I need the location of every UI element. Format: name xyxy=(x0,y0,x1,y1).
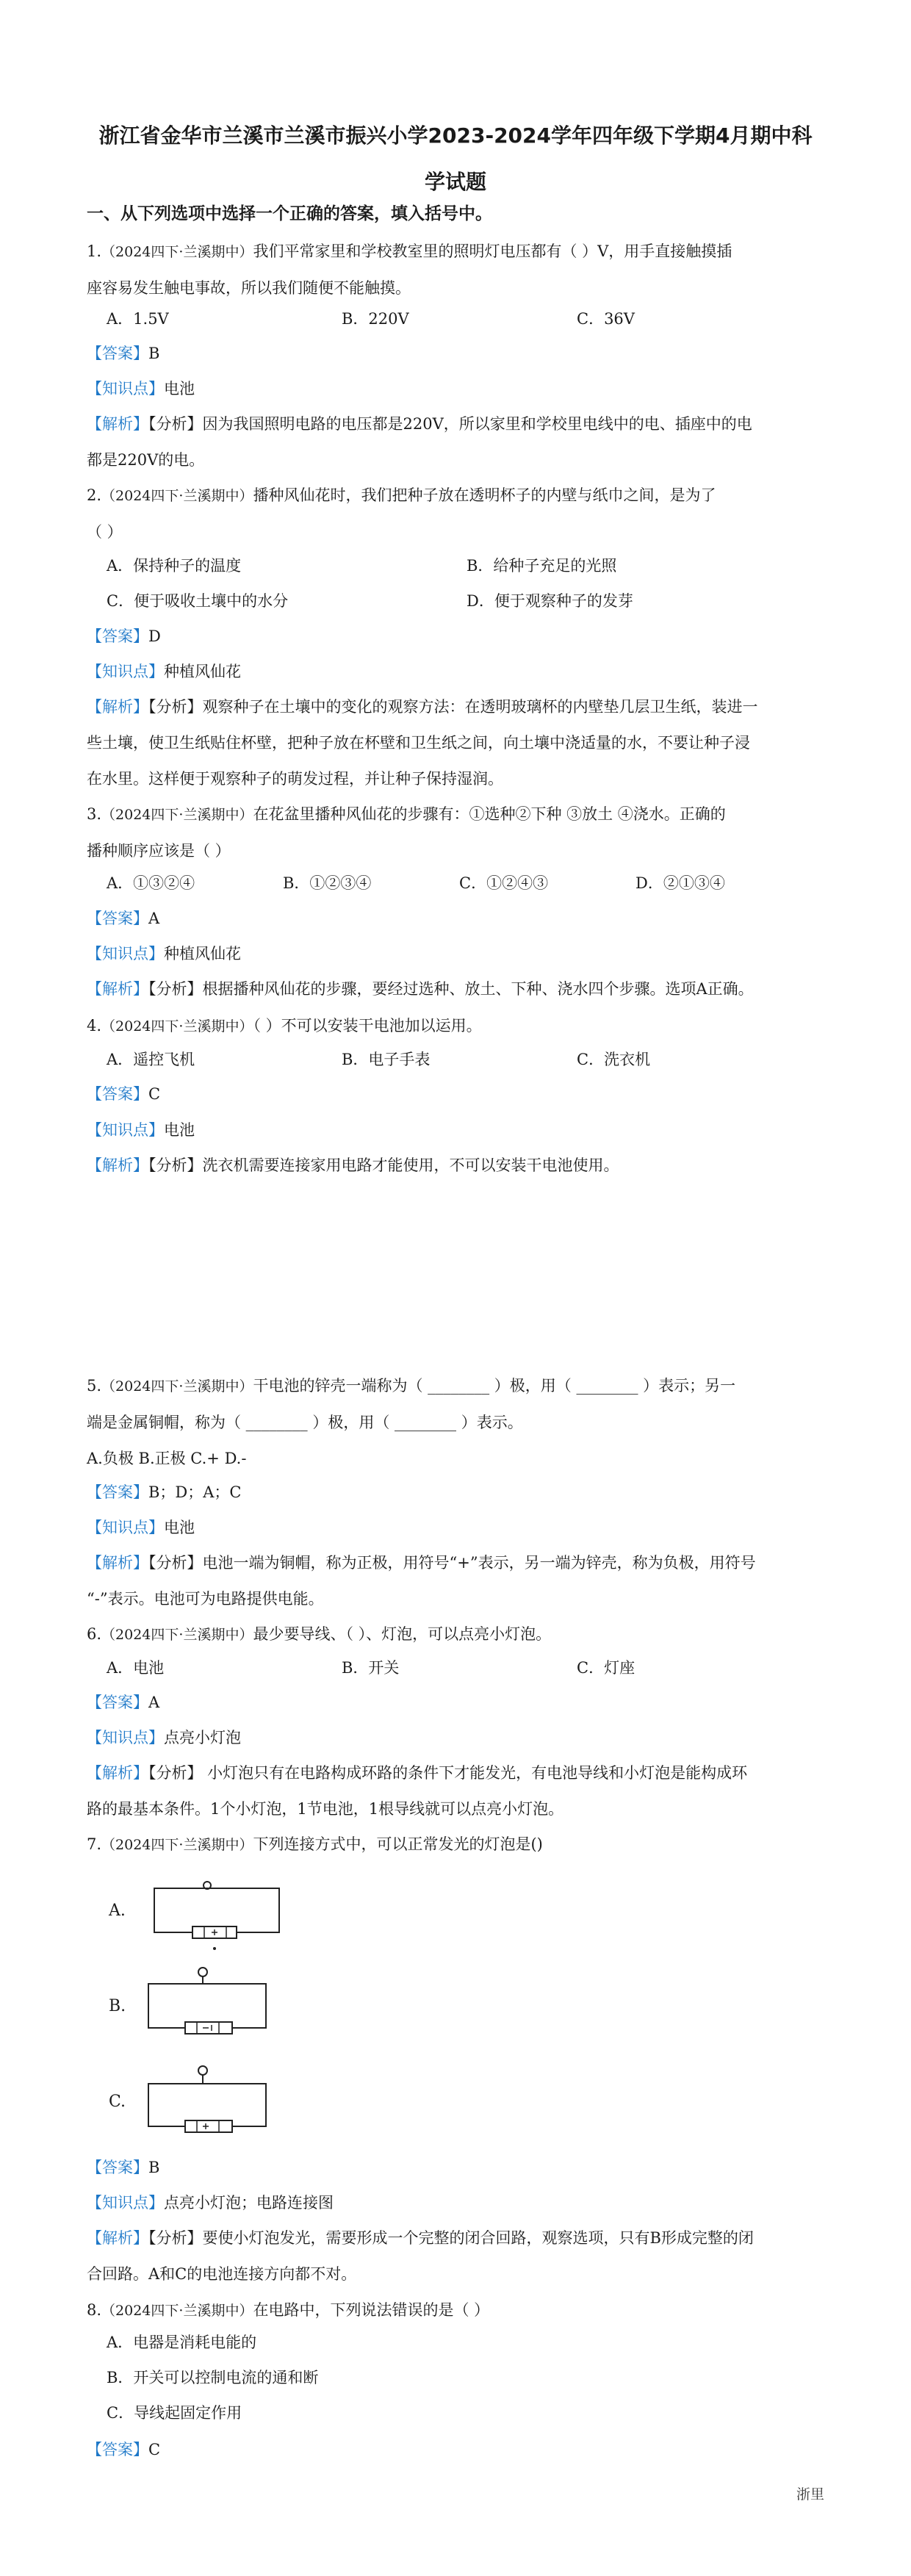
question-text: 我们平常家里和学校教室里的照明灯电压都有（ ）V，用手直接触摸插 xyxy=(253,242,732,260)
option-b: B．220V xyxy=(342,310,409,328)
analysis-text: 合回路。A和C的电池连接方向都不对。 xyxy=(87,2265,357,2283)
question-number: 3. xyxy=(87,805,102,823)
answer-line xyxy=(87,1475,829,1511)
analysis-text: 【分析】观察种子在土壤中的变化的观察方法：在透明玻璃杯的内壁垫几层卫生纸，装进一 xyxy=(148,698,758,716)
answer-value: A xyxy=(148,910,160,927)
answer-line xyxy=(87,619,829,655)
question-number: 4. xyxy=(87,1017,102,1035)
analysis-text: 【分析】因为我国照明电路的电压都是220V，所以家里和学校里电线中的电、插座中的电 xyxy=(148,415,752,433)
analysis-block xyxy=(87,1148,829,1184)
question-7 xyxy=(87,1827,829,1863)
knowledge-label: 【知识点】 xyxy=(87,1121,164,1139)
knowledge-line xyxy=(87,1510,829,1546)
option-a: A．保持种子的温度 xyxy=(107,557,242,575)
option-c: C．①②④③ xyxy=(459,874,549,892)
option-c: C．便于吸收土壤中的水分 xyxy=(107,592,289,610)
option-d: D．便于观察种子的发芽 xyxy=(467,592,633,610)
circuit-label-b: B. xyxy=(109,1997,126,2015)
analysis-text: 路的最基本条件。1个小灯泡，1节电池，1根导线就可以点亮小灯泡。 xyxy=(87,1800,564,1818)
answer-line xyxy=(87,901,829,937)
answer-label: 【答案】 xyxy=(87,2159,148,2176)
analysis-label: 【解析】 xyxy=(87,2229,148,2247)
question-number: 6. xyxy=(87,1625,102,1643)
option-a: A．1.5V xyxy=(107,310,169,328)
question-source: （2024四下·兰溪期中） xyxy=(101,1837,253,1853)
analysis-block xyxy=(87,971,829,1007)
question-3 xyxy=(87,796,829,869)
analysis-text: 些土壤，使卫生纸贴住杯壁，把种子放在杯壁和卫生纸之间，向土壤中浇适量的水，不要让种子浸 xyxy=(87,734,750,752)
analysis-label: 【解析】 xyxy=(87,1764,148,1782)
answer-value: B；D；A；C xyxy=(148,1483,242,1501)
answer-value: B xyxy=(148,2159,160,2176)
knowledge-line xyxy=(87,371,829,407)
knowledge-value: 种植风仙花 xyxy=(164,945,241,963)
knowledge-label: 【知识点】 xyxy=(87,945,164,963)
question-number: 1. xyxy=(87,242,102,260)
options-row xyxy=(107,1045,834,1074)
option-c: C．36V xyxy=(577,310,635,328)
question-1 xyxy=(87,234,829,306)
answer-line xyxy=(87,1076,829,1112)
question-text: （ ）不可以安装干电池加以运用。 xyxy=(253,1017,482,1035)
option-b: B．开关 xyxy=(342,1659,400,1677)
knowledge-label: 【知识点】 xyxy=(87,1729,164,1746)
question-source: （2024四下·兰溪期中） xyxy=(101,1378,253,1395)
answer-value: A xyxy=(148,1694,160,1711)
knowledge-line xyxy=(87,654,829,690)
answer-line xyxy=(87,1685,829,1721)
answer-label: 【答案】 xyxy=(87,1085,148,1103)
page-title-line-2: 学试题 xyxy=(424,170,486,194)
page-footer: 浙里 xyxy=(796,2486,825,2503)
question-8 xyxy=(87,2292,829,2329)
analysis-block xyxy=(87,406,829,478)
analysis-text: “-”表示。电池可为电路提供电能。 xyxy=(87,1590,324,1608)
knowledge-line xyxy=(87,1720,829,1756)
analysis-block xyxy=(87,1545,829,1617)
knowledge-label: 【知识点】 xyxy=(87,1519,164,1536)
question-number: 8. xyxy=(87,2301,102,2319)
question-number: 5. xyxy=(87,1377,102,1395)
question-4 xyxy=(87,1008,829,1045)
question-text: 在花盆里播种风仙花的步骤有：①选种②下种 ③放土 ④浇水。正确的 xyxy=(253,805,726,823)
analysis-text: 【分析】电池一端为铜帽，称为正极，用符号“+”表示，另一端为锌壳，称为负极，用符号 xyxy=(148,1554,756,1572)
option-a: A．遥控飞机 xyxy=(107,1051,195,1068)
knowledge-value: 电池 xyxy=(164,1519,195,1536)
analysis-text: 【分析】洗衣机需要连接家用电路才能使用，不可以安装干电池使用。 xyxy=(148,1156,619,1174)
option-b: B．给种子充足的光照 xyxy=(467,557,617,575)
question-source: （2024四下·兰溪期中） xyxy=(101,1627,253,1643)
question-5 xyxy=(87,1368,829,1477)
answer-line xyxy=(87,336,829,372)
question-number: 2. xyxy=(87,486,102,504)
analysis-label: 【解析】 xyxy=(87,1156,148,1174)
options-row xyxy=(107,586,834,616)
options-row xyxy=(107,1653,834,1683)
question-text: 干电池的锌壳一端称为（ ________ ）极，用（ ________ ）表示；另一 xyxy=(253,1377,736,1395)
question-source: （2024四下·兰溪期中） xyxy=(101,488,253,504)
knowledge-value: 电池 xyxy=(164,380,195,397)
analysis-text: 【分析】要使小灯泡发光，需要形成一个完整的闭合回路，观察选项，只有B形成完整的闭 xyxy=(148,2229,754,2247)
circuit-diagram-c xyxy=(103,2057,309,2145)
question-number: 7. xyxy=(87,1835,102,1853)
question-text: 播种风仙花时，我们把种子放在透明杯子的内壁与纸巾之间，是为了 xyxy=(253,486,716,504)
analysis-label: 【解析】 xyxy=(87,980,148,998)
knowledge-label: 【知识点】 xyxy=(87,2194,164,2212)
answer-value: B xyxy=(148,345,160,362)
question-text: 下列连接方式中，可以正常发光的灯泡是() xyxy=(253,1835,543,1853)
answer-line xyxy=(87,2150,829,2186)
options-row xyxy=(107,868,834,898)
answer-line xyxy=(87,2432,829,2468)
question-text: （ ） xyxy=(87,523,123,541)
section-heading: 一、从下列选项中选择一个正确的答案，填入括号中。 xyxy=(87,204,492,223)
answer-label: 【答案】 xyxy=(87,1694,148,1711)
question-text: 最少要导线、（ ）、灯泡，可以点亮小灯泡。 xyxy=(253,1625,552,1643)
question-text: 座容易发生触电事故，所以我们随便不能触摸。 xyxy=(87,279,411,297)
answer-value: D xyxy=(148,627,161,645)
knowledge-value: 点亮小灯泡；电路连接图 xyxy=(164,2194,334,2212)
answer-label: 【答案】 xyxy=(87,1483,148,1501)
option-a: A．电池 xyxy=(107,1659,165,1677)
answer-value: C xyxy=(148,2441,161,2458)
answer-label: 【答案】 xyxy=(87,2441,148,2458)
option-b: B．电子手表 xyxy=(342,1051,431,1068)
option-c: C．灯座 xyxy=(577,1659,635,1677)
page-title-line-1: 浙江省金华市兰溪市兰溪市振兴小学2023-2024学年四年级下学期4月期中科 xyxy=(98,123,813,148)
analysis-block xyxy=(87,2220,829,2292)
circuit-label-c: C. xyxy=(109,2093,126,2111)
analysis-block xyxy=(87,1755,829,1827)
analysis-label: 【解析】 xyxy=(87,415,148,433)
options-row xyxy=(107,551,834,580)
option-b: B．①②③④ xyxy=(283,874,372,892)
analysis-label: 【解析】 xyxy=(87,698,148,716)
analysis-text: 都是220V的电。 xyxy=(87,451,205,469)
analysis-text: 【分析】 小灯泡只有在电路构成环路的条件下才能发光，有电池导线和小灯泡是能构成环 xyxy=(148,1764,748,1782)
answer-label: 【答案】 xyxy=(87,345,148,362)
option-b: B．开关可以控制电流的通和断 xyxy=(107,2369,319,2386)
knowledge-value: 种植风仙花 xyxy=(164,663,241,680)
question-text: 播种顺序应该是（ ） xyxy=(87,842,231,860)
knowledge-line xyxy=(87,1112,829,1148)
knowledge-line xyxy=(87,2185,829,2221)
knowledge-label: 【知识点】 xyxy=(87,380,164,397)
question-source: （2024四下·兰溪期中） xyxy=(101,807,253,823)
question-text: 端是金属铜帽，称为（ ________ ）极，用（ ________ ）表示。 xyxy=(87,1414,523,1431)
knowledge-label: 【知识点】 xyxy=(87,663,164,680)
question-source: （2024四下·兰溪期中） xyxy=(101,2303,253,2319)
option-d: D．②①③④ xyxy=(635,874,725,892)
option-c: C．导线起固定作用 xyxy=(107,2404,242,2422)
answer-value: C xyxy=(148,1085,161,1103)
circuit-label-a: A. xyxy=(109,1902,126,1920)
question-source: （2024四下·兰溪期中） xyxy=(101,244,253,260)
question-source: （2024四下·兰溪期中） xyxy=(101,1018,253,1035)
option-a: A．①③②④ xyxy=(107,874,195,892)
question-2 xyxy=(87,478,829,550)
circuit-diagram-a xyxy=(103,1872,309,1953)
knowledge-line xyxy=(87,936,829,972)
question-choices: A.负极 B.正极 C.+ D.- xyxy=(87,1450,247,1467)
option-a: A．电器是消耗电能的 xyxy=(107,2334,257,2351)
question-text: 在电路中，下列说法错误的是（ ） xyxy=(253,2301,490,2319)
analysis-label: 【解析】 xyxy=(87,1554,148,1572)
analysis-text: 【分析】根据播种风仙花的步骤，要经过选种、放土、下种、浇水四个步骤。选项A正确。 xyxy=(148,980,754,998)
option-c: C．洗衣机 xyxy=(577,1051,651,1068)
circuit-diagram-b xyxy=(103,1962,309,2050)
analysis-block xyxy=(87,689,829,797)
options-row xyxy=(107,304,834,334)
analysis-text: 在水里。这样便于观察种子的萌发过程，并让种子保持湿润。 xyxy=(87,770,503,788)
answer-label: 【答案】 xyxy=(87,627,148,645)
knowledge-value: 电池 xyxy=(164,1121,195,1139)
answer-label: 【答案】 xyxy=(87,910,148,927)
question-6 xyxy=(87,1616,829,1653)
knowledge-value: 点亮小灯泡 xyxy=(164,1729,241,1746)
